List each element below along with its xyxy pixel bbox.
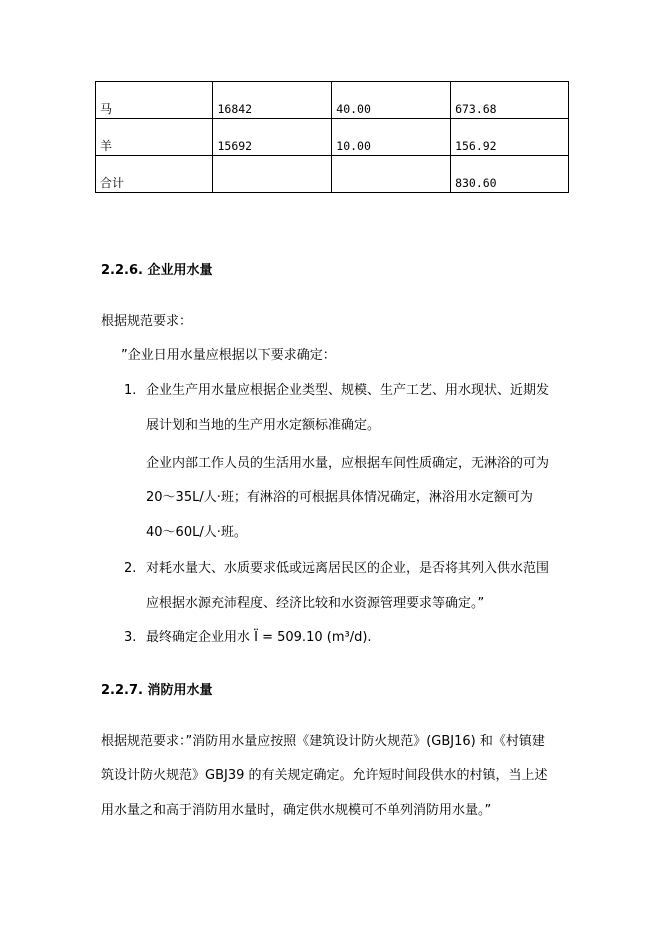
paragraph-line: 用水量之和高于消防用水量时，确定供水规模可不单列消防用水量。”: [101, 803, 492, 818]
list-item-text: 最终确定企业用水 Ï = 509.10 (m³/d).: [146, 630, 372, 645]
paragraph-line: 根据规范要求：”消防用水量应按照《建筑设计防火规范》(GBJ16) 和《村镇建: [101, 734, 545, 749]
table-cell-total: 673.68: [451, 82, 569, 119]
table-cell-quota: 40.00: [332, 82, 451, 119]
livestock-water-table: [95, 81, 569, 193]
intro-text: 根据规范要求：: [101, 314, 193, 329]
table-cell-quota: [332, 156, 451, 193]
list-item-1-para-end: 40～60L/人·班。: [146, 525, 247, 540]
table-cell-name: 马: [96, 82, 213, 119]
list-item-1: [124, 382, 549, 400]
section-heading-226: 2.2.6. 企业用水量: [101, 263, 213, 278]
table-cell-quota: 10.00: [332, 119, 451, 156]
list-item-text: 企业生产用水量应根据企业类型、规模、生产工艺、用水现状、近期发: [146, 383, 550, 398]
table-row: [96, 119, 569, 156]
table-row: [96, 82, 569, 119]
list-number: 3.: [124, 630, 137, 645]
list-item-text: 对耗水量大、水质要求低或远离居民区的企业，是否将其列入供水范围: [146, 561, 550, 576]
table-cell-total: 156.92: [451, 119, 569, 156]
list-item-1-cont: 展计划和当地的生产用水定额标准确定。: [146, 418, 381, 433]
table-cell-count: 15692: [213, 119, 332, 156]
list-item-3: [124, 629, 372, 647]
paragraph-line: 筑设计防火规范》GBJ39 的有关规定确定。允许短时间段供水的村镇，当上述: [101, 768, 548, 783]
list-number: 1.: [124, 383, 137, 398]
section-heading-227: 2.2.7. 消防用水量: [101, 683, 213, 698]
list-number: 2.: [124, 561, 137, 576]
list-item-1-para: 企业内部工作人员的生活用水量，应根据车间性质确定，无淋浴的可为: [146, 456, 550, 471]
table-row: [96, 156, 569, 193]
table-cell-count: [213, 156, 332, 193]
table-cell-name: 合计: [96, 156, 213, 193]
list-item-1-para-cont: 20～35L/人·班；有淋浴的可根据具体情况确定，淋浴用水定额可为: [146, 490, 533, 505]
table-cell-name: 羊: [96, 119, 213, 156]
table-cell-total: 830.60: [451, 156, 569, 193]
quote-open-text: ”企业日用水量应根据以下要求确定：: [121, 348, 336, 363]
table-cell-count: 16842: [213, 82, 332, 119]
list-item-2-cont: 应根据水源充沛程度、经济比较和水资源管理要求等确定。”: [146, 596, 485, 611]
list-item-2: [124, 560, 549, 578]
